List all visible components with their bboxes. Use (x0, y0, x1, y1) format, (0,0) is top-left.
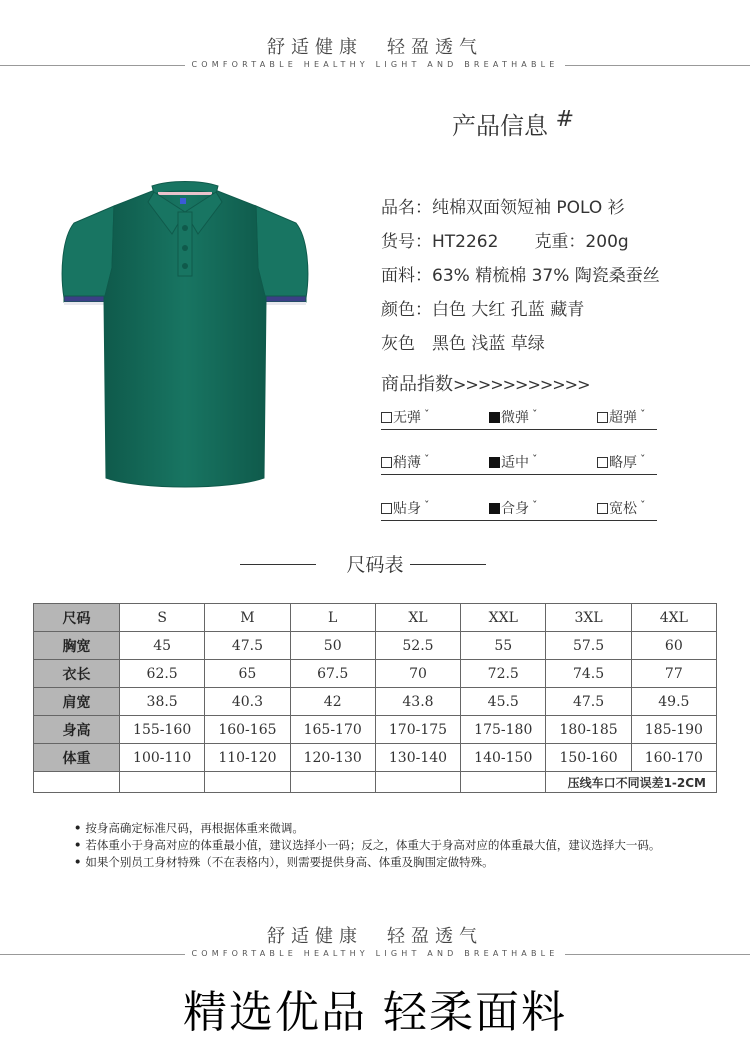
unchecked-box-icon (597, 457, 608, 468)
table-cell: 77 (631, 660, 716, 688)
size-notes (74, 820, 714, 871)
table-cell: 72.5 (461, 660, 546, 688)
table-cell: 40.3 (205, 688, 290, 716)
table-note-row (34, 772, 717, 793)
table-cell: 165-170 (290, 716, 375, 744)
empty-cell (120, 772, 205, 793)
size-header-cell: XXL (461, 604, 546, 632)
product-code-weight (381, 227, 629, 252)
size-header-cell: 3XL (546, 604, 631, 632)
index-option-label: 无弹 (393, 410, 421, 426)
unchecked-box-icon (381, 503, 392, 514)
caret-icon: ˇ (640, 499, 646, 512)
size-header-cell: 4XL (631, 604, 716, 632)
table-row (34, 688, 717, 716)
size-header-cell: M (205, 604, 290, 632)
row-header-cell: 肩宽 (34, 688, 120, 716)
size-chart-heading (0, 550, 750, 577)
index-option (489, 407, 538, 427)
bullet-icon: • (74, 821, 82, 835)
product-weight: 克重：200g (534, 232, 629, 252)
note-text: 若体重小于身高对应的体重最小值，建议选择小一码；反之，体重大于身高对应的体重最大值，建议选择大一码。 (85, 838, 661, 852)
caret-icon: ˇ (640, 453, 646, 466)
top-banner (0, 33, 750, 69)
table-cell: 120-130 (290, 744, 375, 772)
index-option (597, 498, 646, 518)
unchecked-box-icon (381, 412, 392, 423)
index-row (381, 407, 657, 430)
empty-cell (375, 772, 460, 793)
table-cell: 42 (290, 688, 375, 716)
table-row (34, 744, 717, 772)
table-cell: 49.5 (631, 688, 716, 716)
table-cell: 45.5 (461, 688, 546, 716)
table-cell: 160-170 (631, 744, 716, 772)
tolerance-note: 压线车口不同误差1-2CM (546, 772, 717, 793)
index-option-label: 超弹 (609, 410, 637, 426)
unchecked-box-icon (597, 503, 608, 514)
index-option-label: 合身 (501, 501, 529, 517)
product-colors-1: 颜色：白色 大红 孔蓝 藏青 (381, 300, 585, 320)
product-code: 货号：HT2262 (381, 232, 499, 252)
index-row (381, 452, 657, 475)
table-cell: 60 (631, 632, 716, 660)
product-fabric: 面料：63% 精梳棉 37% 陶瓷桑蚕丝 (381, 266, 660, 286)
caret-icon: ˇ (532, 453, 538, 466)
note-item (74, 854, 714, 871)
row-header-cell: 身高 (34, 716, 120, 744)
unchecked-box-icon (381, 457, 392, 468)
row-header-cell: 体重 (34, 744, 120, 772)
caret-icon: ˇ (532, 499, 538, 512)
index-option-label: 贴身 (393, 501, 421, 517)
table-cell: 57.5 (546, 632, 631, 660)
index-option-label: 适中 (501, 455, 529, 471)
bullet-icon: • (74, 855, 82, 869)
index-option-label: 微弹 (501, 410, 529, 426)
product-index-title: 商品指数>>>>>>>>>>> (381, 374, 590, 395)
table-cell: 130-140 (375, 744, 460, 772)
bottom-banner (0, 922, 750, 958)
banner-slogan-en: COMFORTABLE HEALTHY LIGHT AND BREATHABLE (0, 949, 750, 958)
table-cell: 50 (290, 632, 375, 660)
table-cell: 43.8 (375, 688, 460, 716)
empty-cell (461, 772, 546, 793)
table-cell: 67.5 (290, 660, 375, 688)
size-header-cell: S (120, 604, 205, 632)
row-header-cell: 胸宽 (34, 632, 120, 660)
product-name: 品名：纯棉双面领短袖 POLO 衫 (381, 198, 625, 218)
row-header-cell: 衣长 (34, 660, 120, 688)
table-cell: 150-160 (546, 744, 631, 772)
caret-icon: ˇ (424, 408, 430, 421)
heading-rule-left (240, 564, 316, 565)
table-cell: 140-150 (461, 744, 546, 772)
banner-slogan-cn: 舒适健康 轻盈透气 (267, 37, 483, 58)
size-header-cell: L (290, 604, 375, 632)
table-row (34, 632, 717, 660)
checked-box-icon (489, 412, 500, 423)
caret-icon: ˇ (424, 453, 430, 466)
index-option (597, 407, 646, 427)
table-cell: 155-160 (120, 716, 205, 744)
table-cell: 74.5 (546, 660, 631, 688)
note-item (74, 837, 714, 854)
table-cell: 62.5 (120, 660, 205, 688)
note-text: 如果个别员工身材特殊（不在表格内），则需要提供身高、体重及胸围定做特殊。 (85, 855, 494, 869)
banner-slogan-en: COMFORTABLE HEALTHY LIGHT AND BREATHABLE (0, 60, 750, 69)
checked-box-icon (489, 503, 500, 514)
table-header-row (34, 604, 717, 632)
empty-cell (205, 772, 290, 793)
empty-cell (34, 772, 120, 793)
table-cell: 100-110 (120, 744, 205, 772)
banner-slogan-cn: 舒适健康 轻盈透气 (267, 926, 483, 947)
note-item (74, 820, 714, 837)
table-cell: 110-120 (205, 744, 290, 772)
table-cell: 185-190 (631, 716, 716, 744)
table-cell: 175-180 (461, 716, 546, 744)
table-cell: 65 (205, 660, 290, 688)
row-header-cell: 尺码 (34, 604, 120, 632)
bullet-icon: • (74, 838, 82, 852)
table-cell: 47.5 (546, 688, 631, 716)
bottom-slogan: 精选优品 轻柔面料 (183, 987, 567, 1038)
table-cell: 52.5 (375, 632, 460, 660)
caret-icon: ˇ (424, 499, 430, 512)
index-option (381, 498, 430, 518)
table-row (34, 660, 717, 688)
checked-box-icon (489, 457, 500, 468)
table-cell: 180-185 (546, 716, 631, 744)
index-arrows: >>>>>>>>>>> (453, 375, 590, 394)
index-row (381, 498, 657, 521)
index-option (381, 407, 430, 427)
size-table (33, 603, 717, 793)
index-option-label: 稍薄 (393, 455, 421, 471)
heading-rule-right (410, 564, 486, 565)
polo-shirt-image (60, 178, 310, 494)
title-mark: # (555, 107, 575, 132)
index-option-label: 略厚 (609, 455, 637, 471)
product-colors-2: 灰色 黑色 浅蓝 草绿 (381, 334, 545, 354)
table-cell: 47.5 (205, 632, 290, 660)
index-option (489, 452, 538, 472)
product-info-title: 产品信息 # (452, 107, 575, 140)
table-cell: 38.5 (120, 688, 205, 716)
size-chart-title: 尺码表 (346, 554, 404, 576)
note-text: 按身高确定标准尺码，再根据体重来微调。 (85, 821, 304, 835)
unchecked-box-icon (597, 412, 608, 423)
table-cell: 55 (461, 632, 546, 660)
table-row (34, 716, 717, 744)
size-header-cell: XL (375, 604, 460, 632)
empty-cell (290, 772, 375, 793)
table-cell: 70 (375, 660, 460, 688)
caret-icon: ˇ (640, 408, 646, 421)
table-cell: 170-175 (375, 716, 460, 744)
index-option (381, 452, 430, 472)
table-cell: 45 (120, 632, 205, 660)
caret-icon: ˇ (532, 408, 538, 421)
index-option (489, 498, 538, 518)
index-option-label: 宽松 (609, 501, 637, 517)
index-option (597, 452, 646, 472)
table-cell: 160-165 (205, 716, 290, 744)
